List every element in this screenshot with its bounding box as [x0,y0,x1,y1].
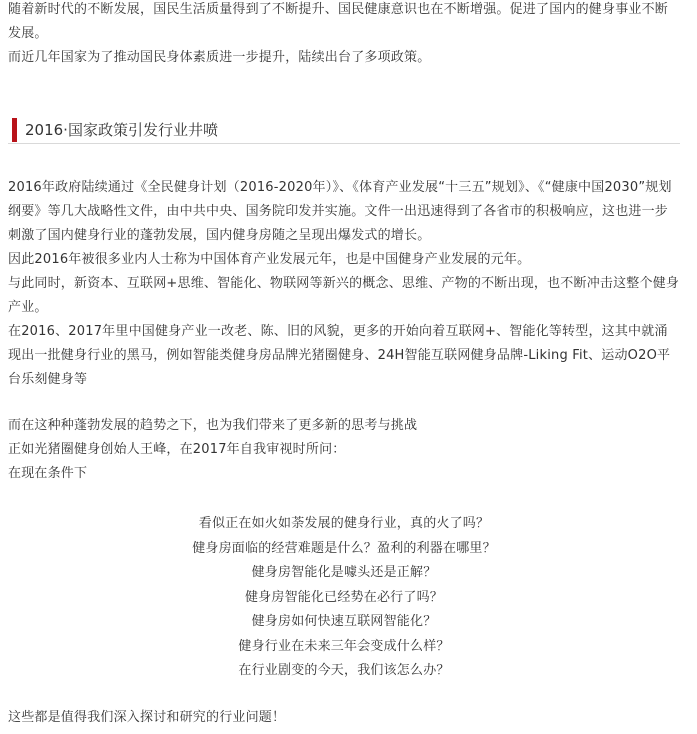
challenge-section [8,414,680,486]
question-item: 健身房如何快速互联网智能化？ [251,614,437,629]
question-item: 看似正在如火如荼发展的健身行业，真的火了吗？ [198,516,490,531]
policy-section [8,176,680,392]
intro-section [8,0,680,70]
body-paragraph: 与此同时，新资本、互联网+思维、智能化、物联网等新兴的概念、思维、产物的不断出现，也不断冲击这整个健身产业。 [8,276,680,315]
closing-paragraph: 这些都是值得我们深入探讨和研究的行业问题！ [8,710,286,725]
intro-paragraph: 随着新时代的不断发展，国民生活质量得到了不断提升、国民健康意识也在不断增强。促进了国内的健身事业不断发展。 [8,2,669,41]
question-item: 健身行业在未来三年会变成什么样？ [238,638,450,654]
body-paragraph: 正如光猪圈健身创始人王峰，在2017年自我审视时所问： [8,442,346,457]
body-paragraph: 在现在条件下 [8,466,88,481]
section-title: 2016·国家政策引发行业井喷 [25,121,218,139]
question-item: 在行业剧变的今天，我们该怎么办？ [238,663,450,678]
intro-paragraph: 而近几年国家为了推动国民身体素质进一步提升，陆续出台了多项政策。 [8,50,431,65]
question-item: 健身房智能化是噱头还是正解？ [251,565,437,580]
question-item: 健身房面临的经营难题是什么？盈利的利器在哪里？ [192,540,496,556]
heading-accent-bar [12,118,17,142]
body-paragraph: 而在这种种蓬勃发展的趋势之下，也为我们带来了更多新的思考与挑战 [8,418,418,433]
body-paragraph: 2016年政府陆续通过《全民健身计划（2016-2020年）》、《体育产业发展“十三五”规划》、《“健康中国2030”规划纲要》等几大战略性文件，由中共中央、国务院印发并实施。文件一出迅速得到了各省市的积极响应，这也进一步刺激了国内健身行业的蓬勃发展，国内健身房随之呈现出爆发式的增长。 [8,180,672,243]
section-heading [8,117,680,144]
body-paragraph: 在2016、2017年里中国健身产业一改老、陈、旧的风貌，更多的开始向着互联网+、智能化等转型，这其中就涌现出一批健身行业的黑马，例如智能类健身房品牌光猪圈健身、24H智能互联网健身品牌-Liking Fit、运动O2O平台乐刻健身等 [8,324,671,387]
question-list [8,512,680,684]
question-item: 健身房智能化已经势在必行了吗？ [244,589,443,605]
body-paragraph: 因此2016年被很多业内人士称为中国体育产业发展元年，也是中国健身产业发展的元年。 [8,252,531,267]
